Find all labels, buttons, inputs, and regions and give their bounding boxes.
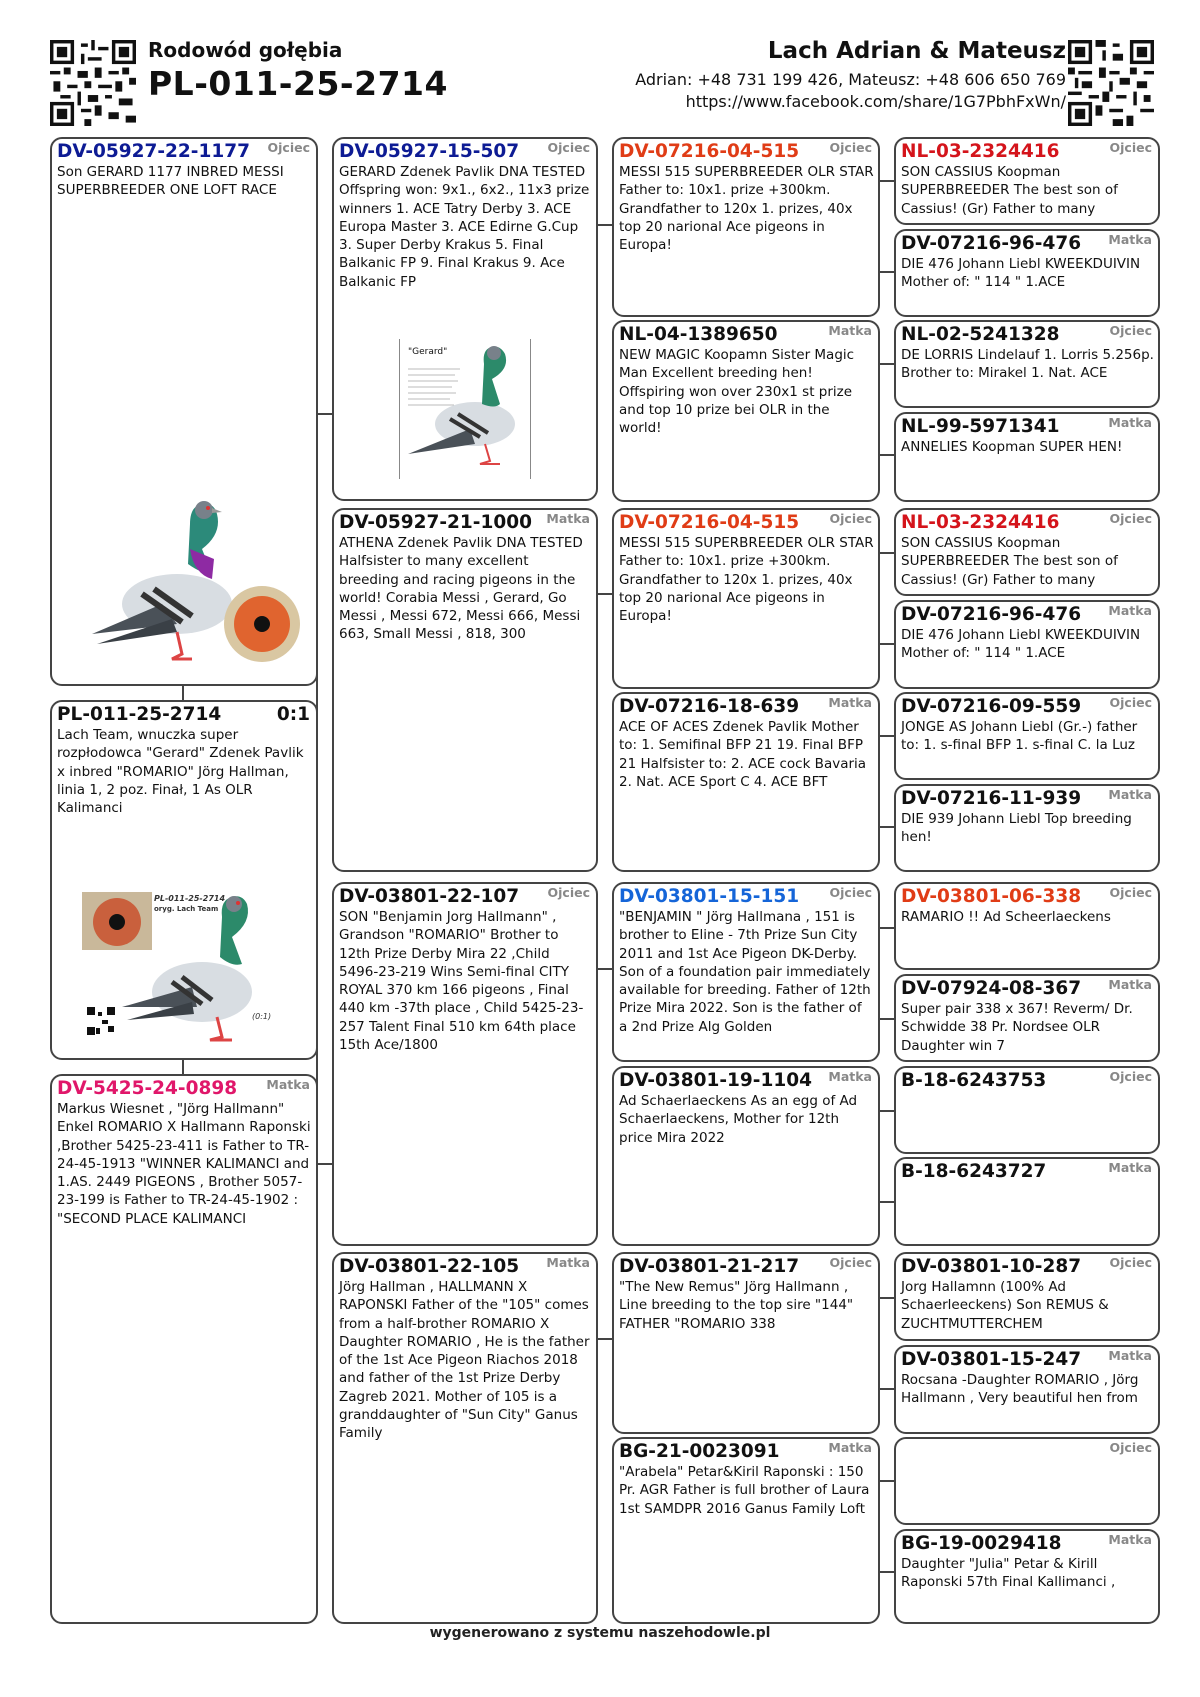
pigeon-description: NEW MAGIC Koopamn Sister Magic Man Excellent breeding hen! Offspiring won over 230x1 st prize and top 10 prize bei OLR in the world! xyxy=(619,347,855,437)
sex-label: Matka xyxy=(266,1077,310,1092)
pigeon-description: Daughter "Julia" Petar & Kirill Raponski 57th Final Kallimanci , xyxy=(901,1556,1116,1591)
pigeon-photo xyxy=(82,892,282,1047)
qr-code-icon xyxy=(50,40,136,126)
gen3-card-3[interactable] xyxy=(612,508,880,689)
pigeon-ring-number: BG-21-0023091 xyxy=(619,1441,780,1462)
sex-label: Ojciec xyxy=(1109,1440,1152,1455)
pigeon-ring-number: DV-03801-19-1104 xyxy=(619,1070,812,1091)
pigeon-description: JONGE AS Johann Liebl (Gr.-) father to: 1. s-final BFP 1. s-final C. la Luz xyxy=(901,719,1138,754)
gen2-card-3[interactable] xyxy=(332,882,598,1246)
gen2-card-1[interactable] xyxy=(332,137,598,501)
gen3-card-5[interactable] xyxy=(612,882,880,1062)
sex-label: Ojciec xyxy=(1109,885,1152,900)
pigeon-description: DIE 476 Johann Liebl KWEEKDUIVIN Mother of: " 114 " 1.ACE xyxy=(901,256,1141,291)
pigeon-photo xyxy=(400,339,530,479)
pigeon-description: SON CASSIUS Koopman SUPERBREEDER The best son of Cassius! (Gr) Father to many xyxy=(901,535,1118,588)
pigeon-ring-number: NL-99-5971341 xyxy=(901,416,1060,437)
sex-label: Ojciec xyxy=(829,885,872,900)
pigeon-description: Markus Wiesnet , "Jörg Hallmann" Enkel ROMARIO X Hallmann Raponski ,Brother 5425-23-411 is Father to TR-24-45-1913 "WINNER KALIMANCI and 1.AS. 2449 PIGEONS , Brother 5057-23-199 is Father to TR-24-45-1902 : "SECOND PLACE KALIMANCI xyxy=(57,1101,311,1227)
pigeon-ring-number: B-18-6243727 xyxy=(901,1161,1047,1182)
sex-label: Matka xyxy=(828,1440,872,1455)
sex-label: Ojciec xyxy=(1109,1255,1152,1270)
connector-line xyxy=(182,686,184,700)
sex-label: Matka xyxy=(828,695,872,710)
pigeon-ring-number: DV-07216-04-515 xyxy=(619,141,800,162)
gen3-card-2[interactable] xyxy=(612,320,880,502)
gen1-father-card[interactable] xyxy=(50,137,318,686)
pigeon-description: Rocsana -Daughter ROMARIO , Jörg Hallmann , Very beautiful hen from xyxy=(901,1372,1139,1407)
gen3-card-7[interactable] xyxy=(612,1252,880,1434)
pigeon-ring-number: DV-05927-15-507 xyxy=(339,141,520,162)
pigeon-description: DIE 939 Johann Liebl Top breeding hen! xyxy=(901,811,1132,846)
sex-label: Ojciec xyxy=(829,511,872,526)
pigeon-ring-number: DV-5425-24-0898 xyxy=(57,1078,238,1099)
sex-label: Matka xyxy=(1108,1532,1152,1547)
photo-caption-ratio: (0:1) xyxy=(252,1012,272,1021)
qr-code-left xyxy=(50,40,136,126)
pigeon-ring-number: DV-05927-22-1177 xyxy=(57,141,250,162)
pigeon-description: ACE OF ACES Zdenek Pavlik Mother to: 1. Semifinal BFP 21 19. Final BFP 21 Halfsister to: 2. ACE cock Bavaria 2. Nat. ACE Sport C 4. ACE BFT xyxy=(619,719,867,790)
subject-pigeon-card[interactable] xyxy=(50,700,318,1060)
pigeon-description: "BENJAMIN " Jörg Hallmana , 151 is brother to Eline - 7th Prize Sun City 2011 and 1st Ace Pigeon DK-Derby. Son of a foundation pair immediately available for breeding. Father of 12th Prize Mira 2022. Son is the father of a 2nd Prize Alg Golden xyxy=(619,909,871,1035)
gen3-card-8[interactable] xyxy=(612,1437,880,1624)
gen4-card-6[interactable] xyxy=(894,600,1160,689)
gen4-card-3[interactable] xyxy=(894,320,1160,408)
gen2-card-2[interactable] xyxy=(332,508,598,872)
pigeon-description: Son GERARD 1177 INBRED MESSI SUPERBREEDER ONE LOFT RACE xyxy=(57,164,284,199)
sex-label: Matka xyxy=(1108,415,1152,430)
gen4-card-4[interactable] xyxy=(894,412,1160,502)
sex-label: Matka xyxy=(1108,603,1152,618)
gen4-card-15[interactable] xyxy=(894,1437,1160,1525)
owner-name: Lach Adrian & Mateusz xyxy=(767,38,1066,64)
sex-label: Ojciec xyxy=(1109,1069,1152,1084)
sex-label: Matka xyxy=(1108,1160,1152,1175)
owner-phones: Adrian: +48 731 199 426, Mateusz: +48 606 650 769 xyxy=(635,70,1066,89)
owner-facebook-link[interactable]: https://www.facebook.com/share/1G7PbhFxWn/ xyxy=(685,92,1066,111)
subject-description: Lach Team, wnuczka super rozpłodowca "Gerard" Zdenek Pavlik x inbred "ROMARIO" Jörg Hallman, linia 1, 2 poz. Finał, 1 As OLR Kalimanci xyxy=(57,727,304,817)
subject-ring-number: PL-011-25-2714 xyxy=(57,704,222,725)
gen4-card-14[interactable] xyxy=(894,1345,1160,1434)
gen4-card-9[interactable] xyxy=(894,882,1160,970)
gen4-card-11[interactable] xyxy=(894,1066,1160,1154)
sex-label: Ojciec xyxy=(267,140,310,155)
sex-label: Ojciec xyxy=(547,140,590,155)
sex-label: Matka xyxy=(828,323,872,338)
pigeon-ring-number: DV-03801-06-338 xyxy=(901,886,1082,907)
photo-title: "Gerard" xyxy=(408,347,448,357)
pigeon-ring-number: DV-03801-21-217 xyxy=(619,1256,800,1277)
sex-label: Matka xyxy=(1108,787,1152,802)
document-ring-number: PL-011-25-2714 xyxy=(148,64,448,103)
subject-photo xyxy=(82,892,282,1047)
gen1-mother-card[interactable] xyxy=(50,1074,318,1624)
pigeon-ring-number: DV-05927-21-1000 xyxy=(339,512,532,533)
gen2-card-4[interactable] xyxy=(332,1252,598,1624)
pigeon-ring-number: B-18-6243753 xyxy=(901,1070,1047,1091)
gen4-card-8[interactable] xyxy=(894,784,1160,872)
pigeon-ring-number: BG-19-0029418 xyxy=(901,1533,1062,1554)
pigeon-ring-number: NL-04-1389650 xyxy=(619,324,778,345)
pigeon-description: DE LORRIS Lindelauf 1. Lorris 5.256p. Brother to: Mirakel 1. Nat. ACE xyxy=(901,347,1154,382)
gen4-card-10[interactable] xyxy=(894,974,1160,1062)
footer-generated-by: wygenerowano z systemu naszehodowle.pl xyxy=(429,1625,771,1641)
pigeon-description: MESSI 515 SUPERBREEDER OLR STAR Father to: 10x1. prize +300km. Grandfather to 120x 1. prizes, 40x top 20 narional Ace pigeons in Europa! xyxy=(619,535,874,625)
sex-label: Ojciec xyxy=(1109,140,1152,155)
gen4-card-2[interactable] xyxy=(894,229,1160,317)
pigeon-ring-number: DV-07216-09-559 xyxy=(901,696,1082,717)
gen3-card-6[interactable] xyxy=(612,1066,880,1246)
sex-label: Ojciec xyxy=(1109,511,1152,526)
sex-label: Ojciec xyxy=(547,885,590,900)
pigeon-ring-number: DV-03801-10-287 xyxy=(901,1256,1082,1277)
pigeon-description: GERARD Zdenek Pavlik DNA TESTED Offspring won: 9x1., 6x2., 11x3 prize winners 1. ACE Tatry Derby 3. ACE Europa Master 3. ACE Edirne G.Cup 3. Super Derby Krakus 5. Final Balkanic FP 9. Final Krakus 9. Ace Balkanic FP xyxy=(339,164,590,290)
pigeon-photo xyxy=(82,494,318,674)
pigeon-description: SON "Benjamin Jorg Hallmann" , Grandson "ROMARIO" Brother to 12th Prize Derby Mira 22 ,Child 5496-23-219 Wins Semi-final CITY ROYAL 370 km 166 pigeons , Final 440 km -37th place , Child 5425-23-257 Talent Final 510 km 64th place 15th Ace/1800 xyxy=(339,909,584,1054)
gen4-card-1[interactable] xyxy=(894,137,1160,225)
pigeon-ring-number: DV-07216-96-476 xyxy=(901,233,1082,254)
pigeon-description: RAMARIO !! Ad Scheerlaeckens xyxy=(901,909,1111,925)
gen4-card-16[interactable] xyxy=(894,1529,1160,1624)
pigeon-ring-number: NL-02-5241328 xyxy=(901,324,1060,345)
pigeon-ring-number: NL-03-2324416 xyxy=(901,141,1060,162)
gen3-card-4[interactable] xyxy=(612,692,880,872)
pigeon-description: ANNELIES Koopman SUPER HEN! xyxy=(901,439,1123,455)
sex-label: Ojciec xyxy=(1109,323,1152,338)
photo-caption-owner: oryg. Lach Team xyxy=(154,905,219,913)
pigeon-description: Jörg Hallman , HALLMANN X RAPONSKI Father of the "105" comes from a half-brother ROMARIO X Daughter ROMARIO , He is the father of the 1st Ace Pigeon Riachos 2018 and father of the 1st Prize Derby Zagreb 2021. Mother of 105 is a granddaughter of "Sun City" Ganus Family xyxy=(339,1279,590,1442)
pigeon-description: DIE 476 Johann Liebl KWEEKDUIVIN Mother of: " 114 " 1.ACE xyxy=(901,627,1141,662)
connector-line xyxy=(182,1060,184,1074)
pigeon-ring-number: DV-03801-22-105 xyxy=(339,1256,520,1277)
pigeon-description: MESSI 515 SUPERBREEDER OLR STAR Father to: 10x1. prize +300km. Grandfather to 120x 1. prizes, 40x top 20 narional Ace pigeons in Europa! xyxy=(619,164,874,254)
sex-label: Matka xyxy=(1108,232,1152,247)
gen4-card-5[interactable] xyxy=(894,508,1160,596)
qr-code-icon xyxy=(1068,40,1154,126)
pigeon-description: Ad Schaerlaeckens As an egg of Ad Schaerlaeckens, Mother for 12th price Mira 2022 xyxy=(619,1093,858,1146)
photo-caption-ring: PL-011-25-2714 xyxy=(154,894,226,903)
sex-label: Matka xyxy=(1108,1348,1152,1363)
pigeon-ring-number: NL-03-2324416 xyxy=(901,512,1060,533)
gen4-card-13[interactable] xyxy=(894,1252,1160,1341)
pigeon-description: "Arabela" Petar&Kiril Raponski : 150 Pr. AGR Father is full brother of Laura 1st SAMDPR 2016 Ganus Family Loft xyxy=(619,1464,870,1517)
pigeon-description: Super pair 338 x 367! Reverm/ Dr. Schwidde 38 Pr. Nordsee OLR Daughter win 7 xyxy=(901,1001,1133,1054)
pigeon-ring-number: DV-07216-11-939 xyxy=(901,788,1082,809)
sex-label: Matka xyxy=(546,1255,590,1270)
pigeon-description: SON CASSIUS Koopman SUPERBREEDER The best son of Cassius! (Gr) Father to many xyxy=(901,164,1118,217)
pigeon-ring-number: DV-07924-08-367 xyxy=(901,978,1082,999)
sex-label: Ojciec xyxy=(829,140,872,155)
subject-ratio: 0:1 xyxy=(276,704,310,725)
gen4-card-7[interactable] xyxy=(894,692,1160,780)
pigeon-ring-number: DV-03801-15-151 xyxy=(619,886,800,907)
pigeon-ring-number: DV-07216-04-515 xyxy=(619,512,800,533)
sex-label: Matka xyxy=(828,1069,872,1084)
gerard-photo xyxy=(399,339,531,479)
sex-label: Ojciec xyxy=(1109,695,1152,710)
pigeon-ring-number: DV-07216-96-476 xyxy=(901,604,1082,625)
pigeon-description: ATHENA Zdenek Pavlik DNA TESTED Halfsister to many excellent breeding and racing pigeons in the world! Corabia Messi , Gerard, Go Messi , Messi 672, Messi 666, Messi 663, Small Messi , 818, 300 xyxy=(339,535,583,643)
pigeon-description: "The New Remus" Jörg Hallmann , Line breeding to the top sire "144" FATHER "ROMARIO 338 xyxy=(619,1279,854,1332)
sex-label: Matka xyxy=(1108,977,1152,992)
pigeon-ring-number: DV-03801-22-107 xyxy=(339,886,520,907)
pigeon-description: Jorg Hallamnn (100% Ad Schaerleeckens) Son REMUS & ZUCHTMUTTERCHEM xyxy=(901,1279,1109,1332)
sex-label: Ojciec xyxy=(829,1255,872,1270)
gen3-card-1[interactable] xyxy=(612,137,880,317)
sex-label: Matka xyxy=(546,511,590,526)
pigeon-ring-number: DV-07216-18-639 xyxy=(619,696,800,717)
qr-code-right xyxy=(1068,40,1154,126)
document-title: Rodowód gołębia xyxy=(148,38,343,62)
pigeon-ring-number: DV-03801-15-247 xyxy=(901,1349,1082,1370)
gen4-card-12[interactable] xyxy=(894,1157,1160,1246)
